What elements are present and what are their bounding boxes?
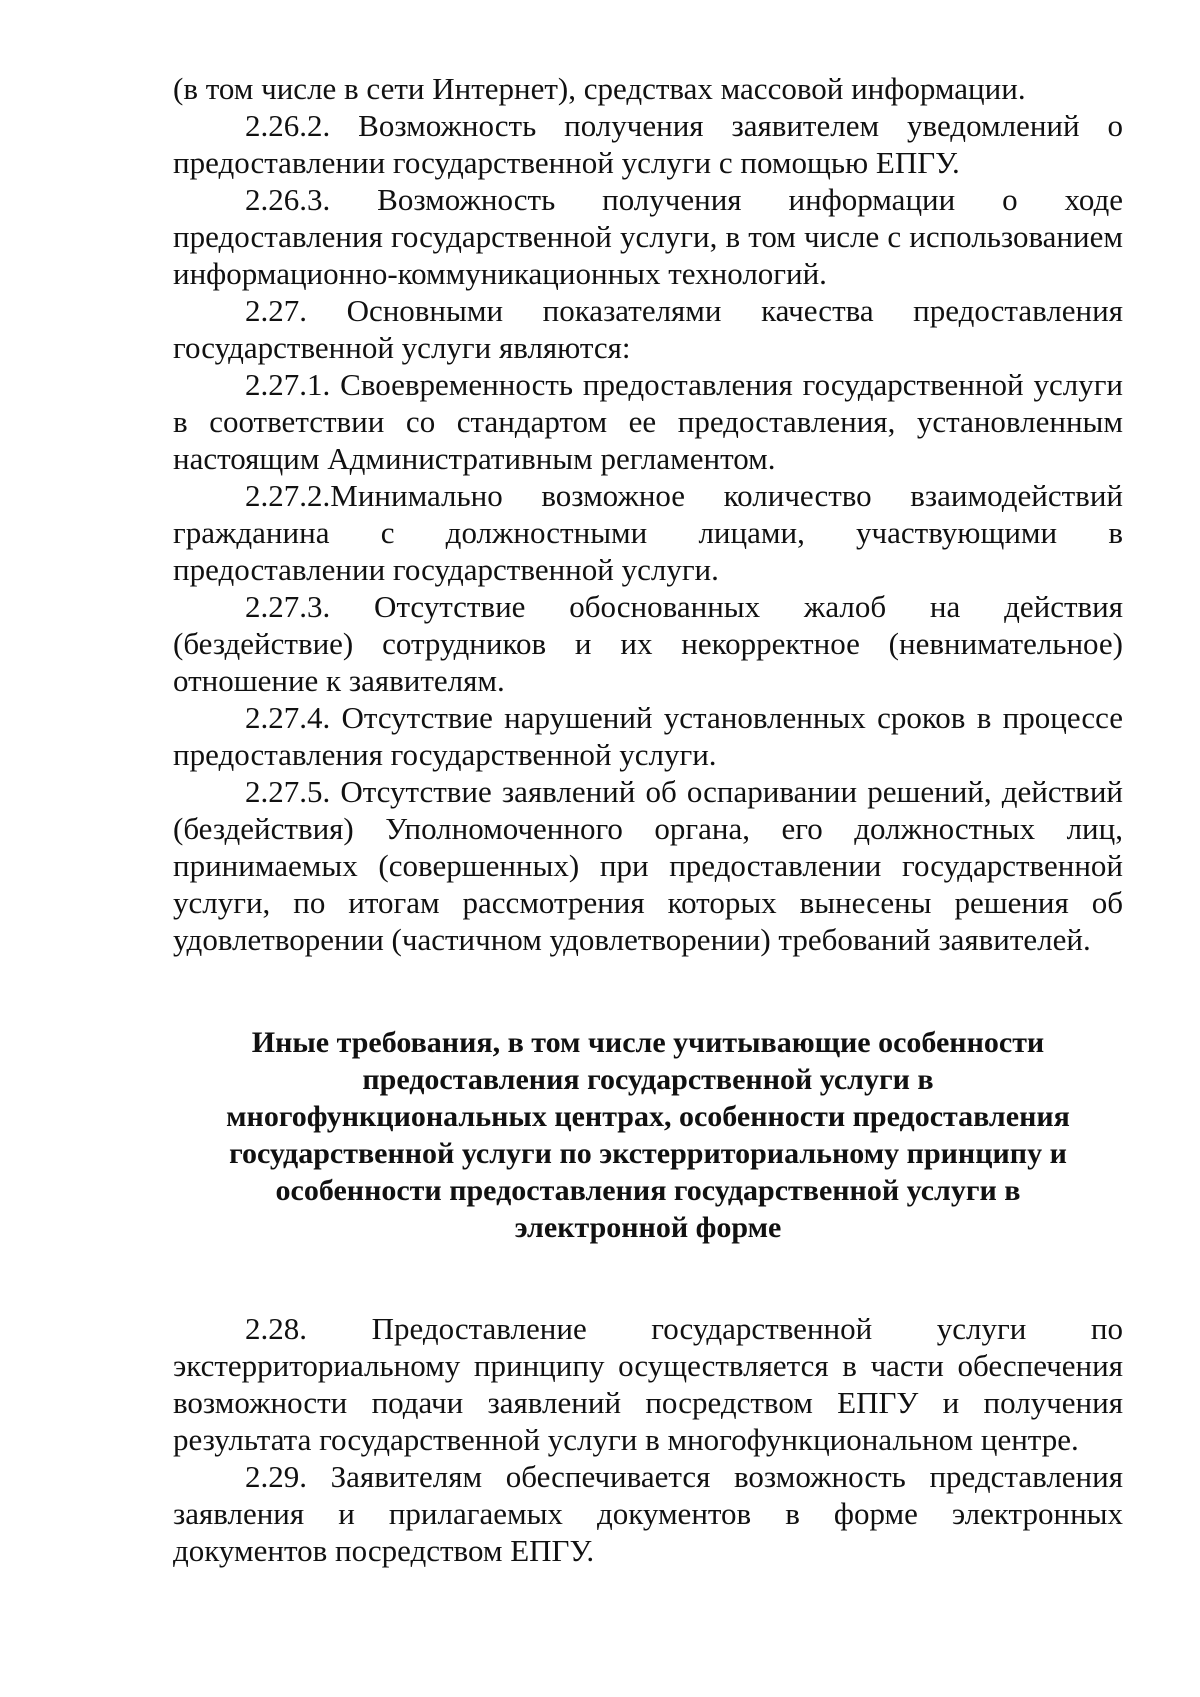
paragraph-2-27-5: 2.27.5. Отсутствие заявлений об оспаривании решений, действий (бездействия) Уполномоченного органа, его должностных лиц, принимаемых (совершенных) при предоставлении государственной услуги, по итогам рассмотрения которых вынесены решения об удовлетворении (частичном удовлетворении) требований заявителей. [173, 774, 1123, 957]
document-body [173, 70, 1123, 1569]
paragraph-2-27-2: 2.27.2.Минимально возможное количество взаимодействий гражданина с должностными лицами, участвующими в предоставлении государственной услуги. [173, 478, 1123, 587]
section-heading-line: предоставления государственной услуги в [362, 1063, 934, 1096]
section-heading [173, 1024, 1123, 1246]
section-heading-line: электронной форме [514, 1211, 782, 1244]
paragraph-2-29: 2.29. Заявителям обеспечивается возможность представления заявления и прилагаемых документов в форме электронных документов посредством ЕПГУ. [173, 1459, 1123, 1568]
paragraph-continuation: (в том числе в сети Интернет), средствах массовой информации. [173, 71, 1026, 106]
section-heading-line: государственной услуги по экстерриториальному принципу и [229, 1137, 1067, 1170]
paragraph-2-26-2: 2.26.2. Возможность получения заявителем уведомлений о предоставлении государственной услуги с помощью ЕПГУ. [173, 108, 1123, 180]
paragraph-2-27-3: 2.27.3. Отсутствие обоснованных жалоб на действия (бездействие) сотрудников и их некорректное (невнимательное) отношение к заявителям. [173, 589, 1123, 698]
paragraph-2-27-1: 2.27.1. Своевременность предоставления государственной услуги в соответствии со стандартом ее предоставления, установленным настоящим Административным регламентом. [173, 367, 1123, 476]
paragraph-2-27: 2.27. Основными показателями качества предоставления государственной услуги являются: [173, 293, 1123, 365]
section-heading-line: особенности предоставления государственной услуги в [275, 1174, 1021, 1207]
paragraph-2-27-4: 2.27.4. Отсутствие нарушений установленных сроков в процессе предоставления государственной услуги. [173, 700, 1123, 772]
paragraph-2-28: 2.28. Предоставление государственной услуги по экстерриториальному принципу осуществляется в части обеспечения возможности подачи заявлений посредством ЕПГУ и получения результата государственной услуги в многофункциональном центре. [173, 1311, 1123, 1457]
paragraph-2-26-3: 2.26.3. Возможность получения информации о ходе предоставления государственной услуги, в том числе с использованием информационно-коммуникационных технологий. [173, 182, 1123, 291]
section-heading-line: Иные требования, в том числе учитывающие особенности [251, 1026, 1045, 1059]
section-heading-line: многофункциональных центрах, особенности предоставления [226, 1100, 1070, 1133]
